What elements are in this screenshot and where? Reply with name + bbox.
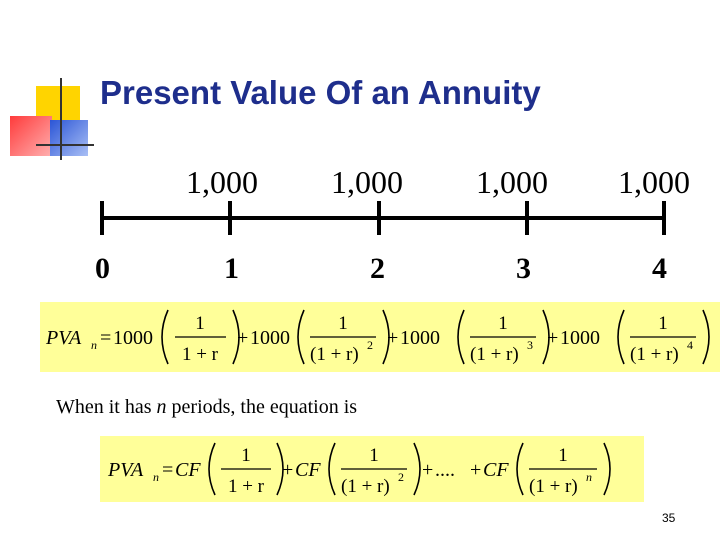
annuity-formula-n-periods [100, 436, 644, 502]
fraction-numerator: 1 [558, 445, 568, 466]
slide-logo-decoration [0, 0, 110, 170]
fraction-denominator: (1 + r) [341, 476, 390, 497]
formula-equals: = [162, 459, 174, 481]
period-label-2: 2 [370, 252, 385, 285]
cash-flow-2: 1,000 [331, 164, 403, 200]
formula-plus: + [547, 327, 559, 349]
fraction-exponent-n: n [586, 470, 592, 484]
period-label-4: 4 [652, 252, 667, 285]
left-paren [298, 310, 304, 364]
formula-plus: + [470, 459, 482, 481]
left-paren [458, 310, 464, 364]
logo-red-square [10, 116, 52, 156]
logo-blue-square [50, 120, 88, 156]
formula-coefficient: 1000 [400, 327, 440, 349]
fraction-denominator: (1 + r) [529, 476, 578, 497]
left-paren [329, 443, 335, 495]
left-paren [162, 310, 168, 364]
fraction-numerator: 1 [241, 445, 251, 466]
formula-coefficient: 1000 [250, 327, 290, 349]
formula-ellipsis: .... [435, 459, 455, 481]
fraction-numerator: 1 [369, 445, 379, 466]
period-label-0: 0 [95, 252, 110, 285]
slide-title: Present Value Of an Annuity [100, 74, 541, 111]
formula-lhs: PVA [46, 327, 82, 349]
formula-lhs: PVA [108, 459, 144, 481]
formula-4-periods-svg [40, 302, 720, 372]
left-paren [209, 443, 215, 495]
general-equation-caption [56, 396, 357, 419]
timeline-axis [100, 216, 666, 220]
timeline-tick [228, 201, 232, 235]
formula-coefficient: 1000 [113, 327, 153, 349]
fraction-numerator: 1 [658, 313, 668, 334]
fraction-exponent: 3 [527, 338, 533, 352]
formula-coefficient-cf: CF [295, 459, 321, 481]
fraction-denominator: (1 + r) [470, 344, 519, 365]
cash-flow-3: 1,000 [476, 164, 548, 200]
annuity-formula-4-periods [40, 302, 720, 372]
formula-n-periods-svg [100, 436, 644, 502]
left-paren [517, 443, 523, 495]
logo-horizontal-line [36, 144, 94, 146]
cash-flow-1: 1,000 [186, 164, 258, 200]
formula-equals: = [100, 327, 112, 349]
fraction-denominator: (1 + r) [310, 344, 359, 365]
formula-coefficient-cf: CF [483, 459, 509, 481]
fraction-denominator: 1 + r [227, 476, 265, 497]
caption-text-start: When it has [56, 396, 157, 418]
right-paren [604, 443, 610, 495]
formula-coefficient: 1000 [560, 327, 600, 349]
formula-plus: + [237, 327, 249, 349]
fraction-exponent: 4 [687, 338, 693, 352]
fraction-numerator: 1 [195, 313, 205, 334]
timeline-tick [525, 201, 529, 235]
right-paren [414, 443, 420, 495]
cash-flow-4: 1,000 [618, 164, 690, 200]
period-label-1: 1 [224, 252, 239, 285]
formula-plus: + [387, 327, 399, 349]
timeline-tick [100, 201, 104, 235]
fraction-numerator: 1 [498, 313, 508, 334]
right-paren [703, 310, 709, 364]
timeline-tick [377, 201, 381, 235]
formula-coefficient-cf: CF [175, 459, 201, 481]
fraction-numerator: 1 [338, 313, 348, 334]
logo-vertical-line [60, 78, 62, 160]
formula-plus: + [422, 459, 434, 481]
formula-lhs-subscript: n [91, 338, 97, 352]
fraction-exponent: 2 [367, 338, 373, 352]
period-label-3: 3 [516, 252, 531, 285]
caption-text-end: periods, the equation is [166, 396, 358, 418]
left-paren [618, 310, 624, 364]
slide-number: 35 [662, 511, 676, 525]
formula-plus: + [282, 459, 294, 481]
fraction-exponent: 2 [398, 470, 404, 484]
fraction-denominator: (1 + r) [630, 344, 679, 365]
fraction-denominator: 1 + r [181, 344, 219, 365]
caption-variable-n: n [156, 396, 167, 418]
timeline-tick [662, 201, 666, 235]
formula-lhs-subscript: n [153, 470, 159, 484]
